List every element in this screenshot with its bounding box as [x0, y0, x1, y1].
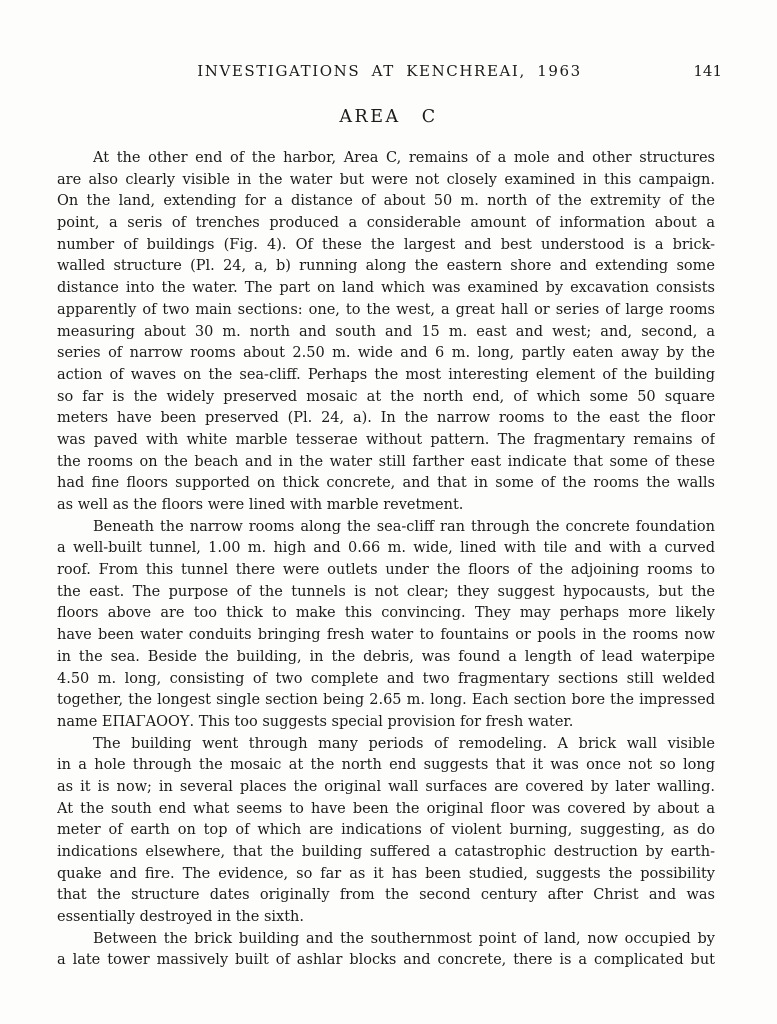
text-line: indications elsewhere, that the building suffered a catastrophic destruction by earth-: [57, 844, 715, 860]
text-line: the east. The purpose of the tunnels is not clear; they suggest hypocausts, but the: [57, 583, 715, 600]
text-line: At the south end what seems to have been the original floor was covered by about a: [57, 800, 715, 817]
text-line: roof. From this tunnel there were outlets under the floors of the adjoining rooms to: [57, 562, 715, 579]
text-line: are also clearly visible in the water but were not closely examined in this campaign.: [57, 171, 715, 188]
paragraph: [57, 517, 715, 734]
text-line: as well as the floors were lined with marble revetment.: [57, 497, 464, 513]
paragraph: [57, 148, 715, 517]
text-line: a late tower massively built of ashlar blocks and concrete, there is a complicated but: [57, 952, 715, 969]
text-line: The building went through many periods of remodeling. A brick wall visible: [93, 735, 715, 752]
text-line: floors above are too thick to make this convincing. They may perhaps more likely: [57, 605, 715, 622]
text-line: the rooms on the beach and in the water still farther east indicate that some of these: [57, 453, 715, 470]
text-line: apparently of two main sections: one, to the west, a great hall or series of large rooms: [57, 301, 715, 318]
text-line: At the other end of the harbor, Area C, remains of a mole and other structures: [93, 150, 715, 166]
text-line: action of waves on the sea-cliff. Perhaps the most interesting element of the building: [57, 366, 715, 383]
text-line: meter of earth on top of which are indications of violent burning, suggesting, as do: [57, 822, 715, 839]
text-line: together, the longest single section being 2.65 m. long. Each section bore the impressed: [57, 692, 715, 709]
text-line: in the sea. Beside the building, in the debris, was found a length of lead waterpipe: [57, 648, 715, 665]
text-line: Between the brick building and the southernmost point of land, now occupied by: [93, 930, 715, 947]
text-line: a well-built tunnel, 1.00 m. high and 0.66 m. wide, lined with tile and with a curved: [57, 540, 715, 557]
text-line: meters have been preserved (Pl. 24, a). In the narrow rooms to the east the floor: [57, 410, 715, 427]
text-line: in a hole through the mosaic at the north end suggests that it was once not so long: [57, 757, 715, 774]
text-line: number of buildings (Fig. 4). Of these the largest and best understood is a brick-: [57, 236, 715, 253]
text-line: essentially destroyed in the sixth.: [57, 909, 304, 926]
text-line: have been water conduits bringing fresh water to fountains or pools in the rooms now: [57, 627, 715, 644]
text-line: had fine floors supported on thick concrete, and that in some of the rooms the walls: [57, 475, 715, 492]
text-line: so far is the widely preserved mosaic at the north end, of which some 50 square: [57, 388, 715, 405]
text-line: walled structure (Pl. 24, a, b) running along the eastern shore and extending some: [57, 258, 715, 275]
text-line: that the structure dates originally from the second century after Christ and was: [57, 887, 715, 904]
running-header-title: INVESTIGATIONS AT KENCHREAI, 1963: [197, 62, 582, 80]
text-line: quake and fire. The evidence, so far as it has been studied, suggests the possibility: [57, 865, 715, 882]
text-line: On the land, extending for a distance of about 50 m. north of the extremity of the: [57, 193, 715, 210]
body-text: [57, 148, 715, 972]
paragraph: [57, 734, 715, 929]
page-number: 141: [693, 62, 722, 80]
text-line: point, a seris of trenches produced a considerable amount of information about a: [57, 215, 715, 232]
text-line: as it is now; in several places the original wall surfaces are covered by later walling.: [57, 778, 715, 795]
text-line: series of narrow rooms about 2.50 m. wide and 6 m. long, partly eaten away by the: [57, 345, 715, 362]
text-line: was paved with white marble tesserae without pattern. The fragmentary remains of: [57, 431, 715, 448]
section-heading: AREA C: [339, 107, 438, 127]
text-line: measuring about 30 m. north and south and 15 m. east and west; and, second, a: [57, 323, 715, 340]
text-line: name ΕΠΑΓΑΟΟΥ. This too suggests special provision for fresh water.: [57, 713, 574, 730]
text-line: distance into the water. The part on land which was examined by excavation consists: [57, 280, 715, 297]
text-line: Beneath the narrow rooms along the sea-cliff ran through the concrete foundation: [93, 518, 715, 535]
paragraph: [57, 929, 715, 972]
text-line: 4.50 m. long, consisting of two complete and two fragmentary sections still welded: [57, 670, 715, 687]
running-header: [57, 61, 722, 81]
